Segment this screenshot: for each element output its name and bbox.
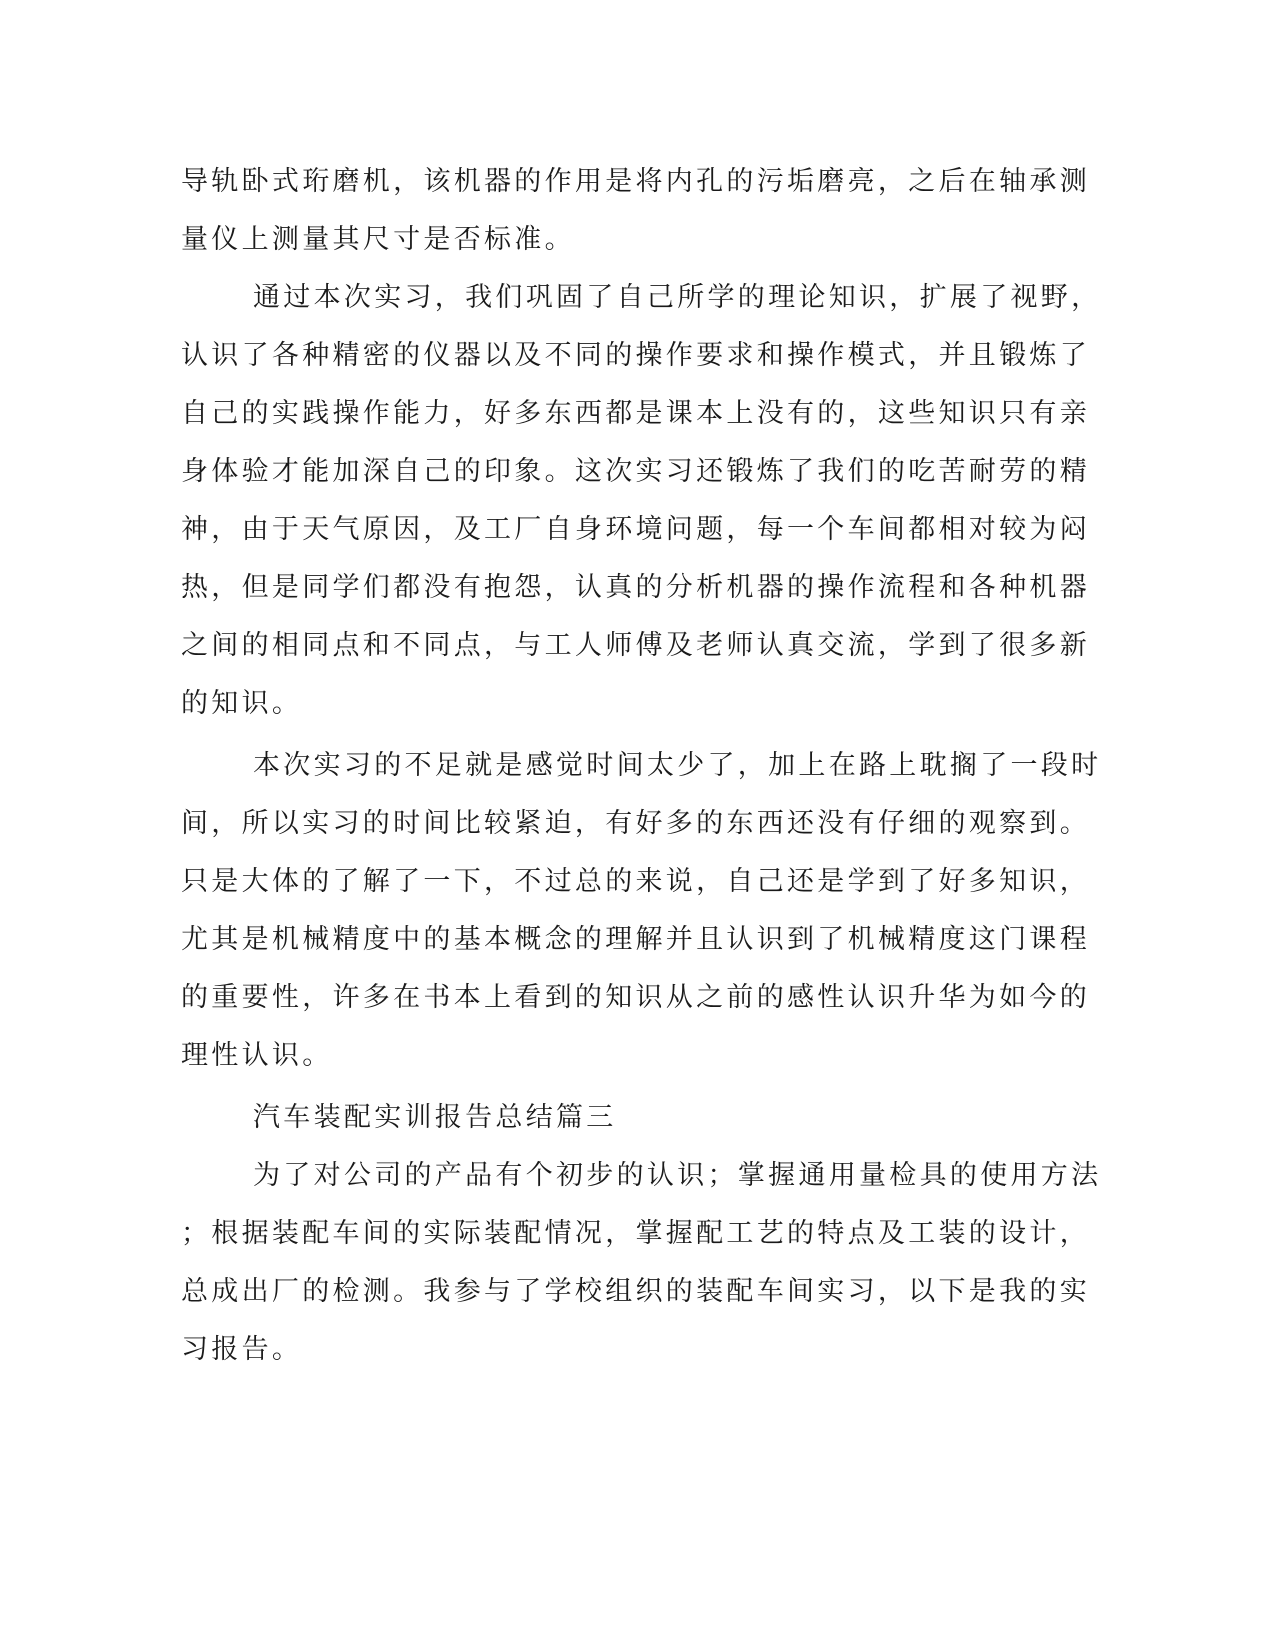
text-line: 自己的实践操作能力，好多东西都是课本上没有的，这些知识只有亲 xyxy=(181,398,1090,429)
text-line: 间，所以实习的时间比较紧迫，有好多的东西还没有仔细的观察到。 xyxy=(181,808,1090,839)
text-line: ；根据装配车间的实际装配情况，掌握配工艺的特点及工装的设计， xyxy=(181,1218,1090,1249)
text-line: 认识了各种精密的仪器以及不同的操作要求和操作模式，并且锻炼了 xyxy=(181,340,1090,371)
text-line: 只是大体的了解了一下，不过总的来说，自己还是学到了好多知识， xyxy=(181,866,1090,897)
paragraph-start-line: 本次实习的不足就是感觉时间太少了，加上在路上耽搁了一段时 xyxy=(253,750,1102,781)
text-line: 神，由于天气原因，及工厂自身环境问题，每一个车间都相对较为闷 xyxy=(181,514,1090,545)
text-line: 之间的相同点和不同点，与工人师傅及老师认真交流，学到了很多新 xyxy=(181,630,1090,661)
text-line: 的重要性，许多在书本上看到的知识从之前的感性认识升华为如今的 xyxy=(181,982,1090,1013)
section-heading: 汽车装配实训报告总结篇三 xyxy=(253,1102,617,1133)
text-line: 习报告。 xyxy=(181,1334,303,1365)
text-line: 量仪上测量其尺寸是否标准。 xyxy=(181,224,575,255)
text-line: 的知识。 xyxy=(181,688,303,719)
text-line: 理性认识。 xyxy=(181,1040,333,1071)
text-line: 总成出厂的检测。我参与了学校组织的装配车间实习，以下是我的实 xyxy=(181,1276,1090,1307)
text-line: 导轨卧式珩磨机，该机器的作用是将内孔的污垢磨亮，之后在轴承测 xyxy=(181,166,1090,197)
text-line: 热，但是同学们都没有抱怨，认真的分析机器的操作流程和各种机器 xyxy=(181,572,1090,603)
text-line: 尤其是机械精度中的基本概念的理解并且认识到了机械精度这门课程 xyxy=(181,924,1090,955)
paragraph-start-line: 为了对公司的产品有个初步的认识；掌握通用量检具的使用方法 xyxy=(253,1160,1102,1191)
text-line: 身体验才能加深自己的印象。这次实习还锻炼了我们的吃苦耐劳的精 xyxy=(181,456,1090,487)
paragraph-start-line: 通过本次实习，我们巩固了自己所学的理论知识，扩展了视野， xyxy=(253,282,1102,313)
